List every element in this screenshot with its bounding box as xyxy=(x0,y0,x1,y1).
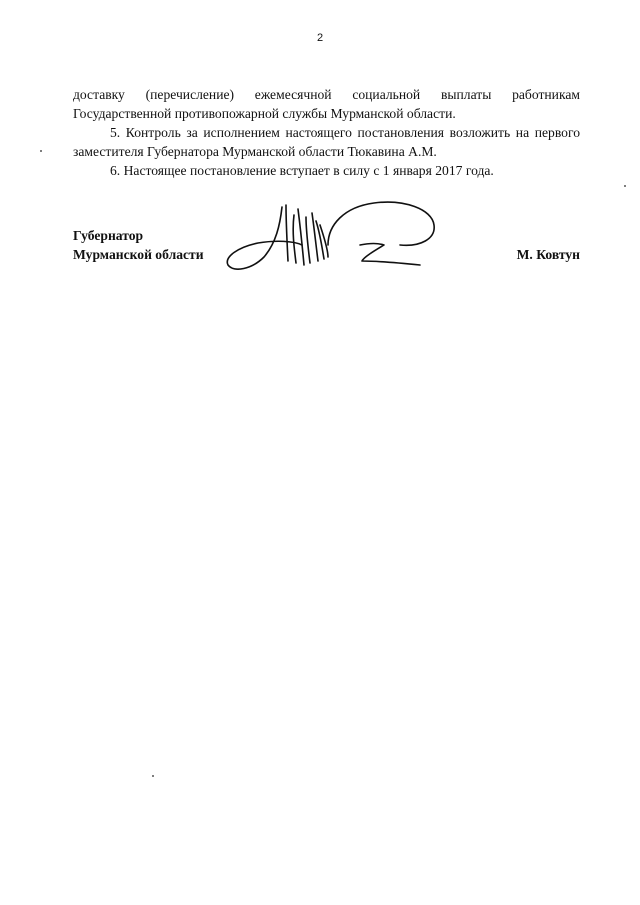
paragraph-6: 6. Настоящее постановление вступает в силу с 1 января 2017 года. xyxy=(110,163,494,178)
page-number: 2 xyxy=(316,32,324,44)
signatory-title-line1: Губернатор xyxy=(73,228,144,243)
paragraph-continuation: доставку (перечисление) ежемесячной социальной выплаты работникам Государственной противопожарной службы Мурманской области. xyxy=(73,87,580,121)
paragraph-5: 5. Контроль за исполнением настоящего постановления возложить на первого заместителя Губернатора Мурманской области Тюкавина А.М. xyxy=(73,125,580,159)
scan-speck xyxy=(624,185,626,187)
handwritten-signature xyxy=(224,195,444,285)
signatory-title xyxy=(73,226,204,264)
scan-speck xyxy=(152,775,154,777)
signatory-title-line2: Мурманской области xyxy=(73,247,204,262)
signatory-name: М. Ковтун xyxy=(516,247,580,262)
document-body xyxy=(73,85,580,180)
scan-speck xyxy=(40,150,42,152)
